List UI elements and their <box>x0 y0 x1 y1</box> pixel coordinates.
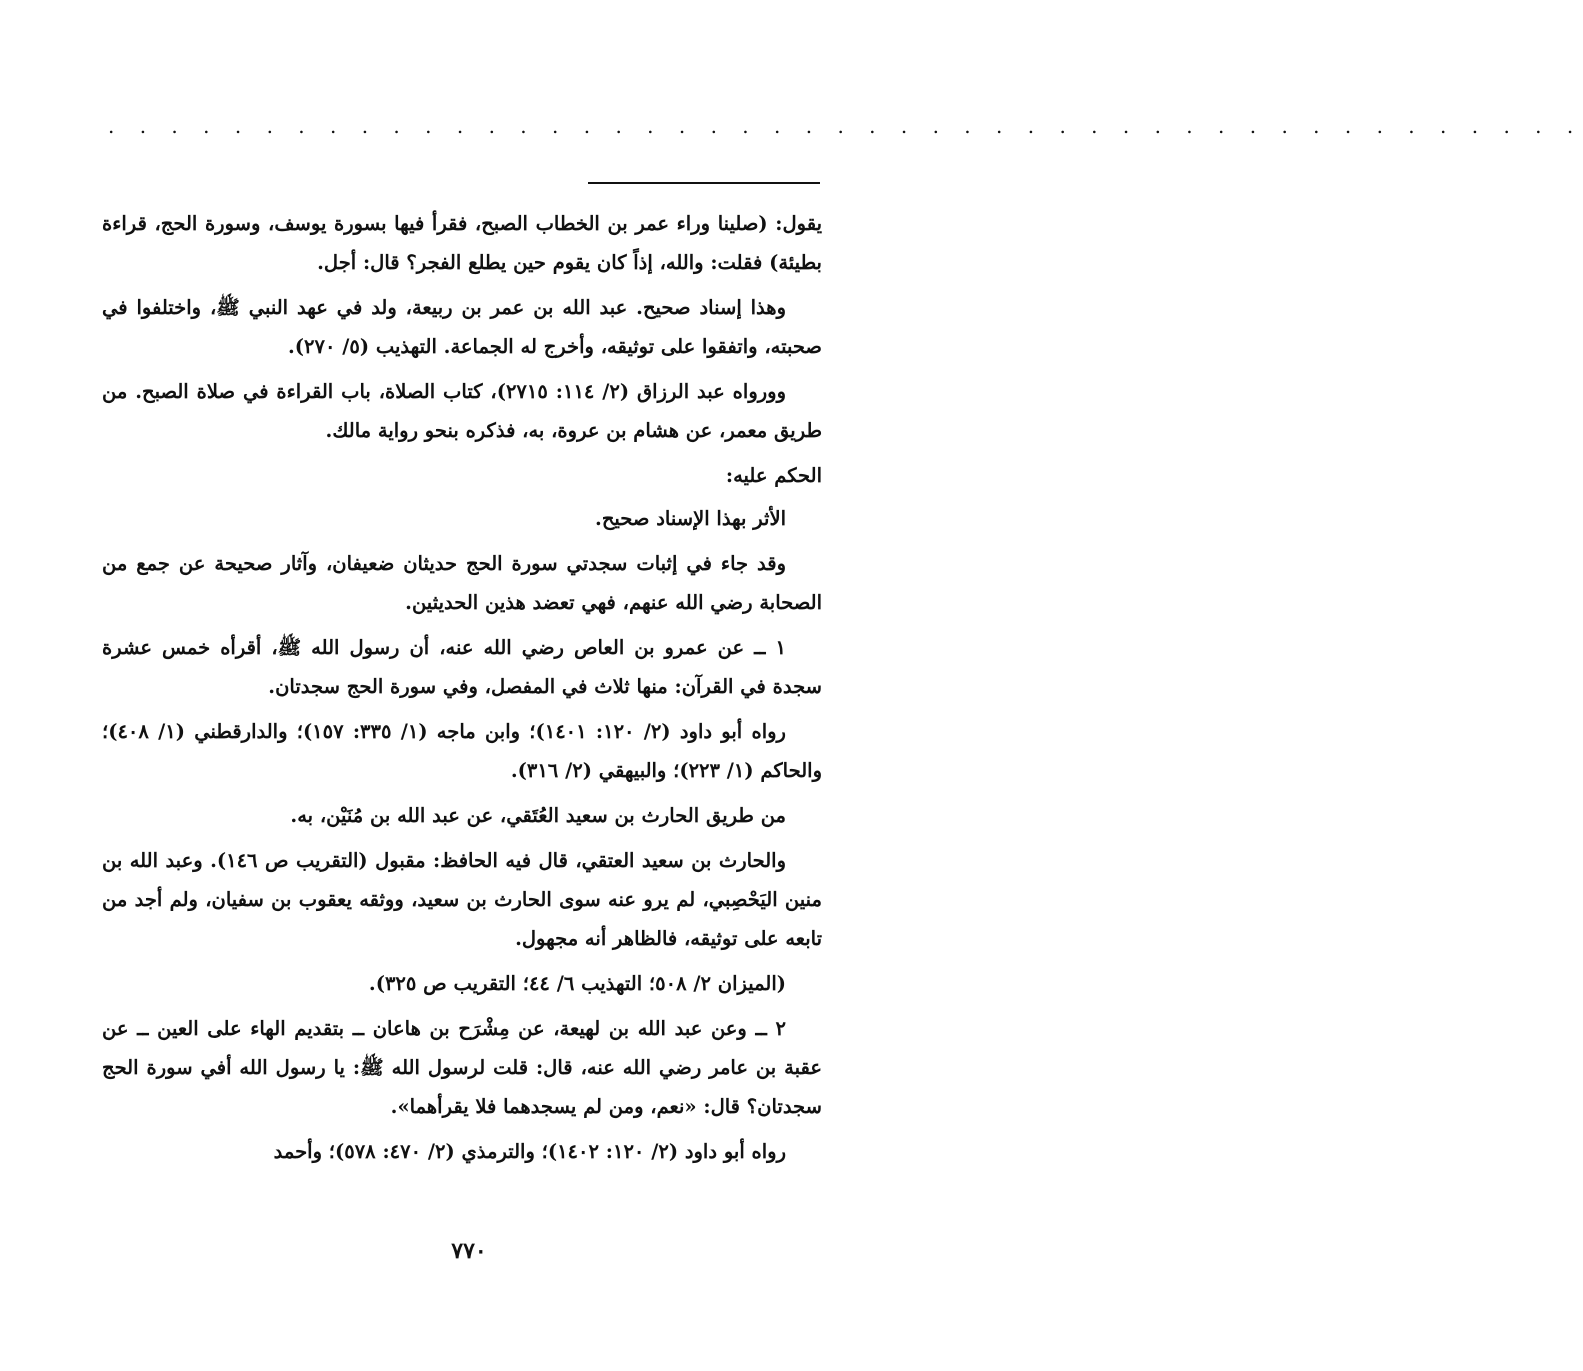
paragraph-9: من طريق الحارث بن سعيد العُتَقي، عن عبد الله بن مُنَيْن، به. <box>290 804 786 827</box>
paragraph-10: والحارث بن سعيد العتقي، قال فيه الحافظ: مقبول (التقريب ص ١٤٦). وعبد الله بن منين اليَحْصِبي، لم يرو عنه سوى الحارث بن سعيد، ووثقه يعقوب بن سفيان، ولم أجد من تابعه على توثيقه، فالظاهر أنه مجهول. <box>102 849 822 950</box>
paragraph-2: وهذا إسناد صحيح. عبد الله بن عمر بن ربيعة، ولد في عهد النبي ﷺ، واختلفوا في صحبته، واتفقوا على توثيقه، وأخرج له الجماعة. التهذيب (٥/ ٢٧٠). <box>102 296 822 358</box>
paragraph-6: وقد جاء في إثبات سجدتي سورة الحج حديثان ضعيفان، وآثار صحيحة عن جمع من الصحابة رضي الله عنهم، فهي تعضد هذين الحديثين. <box>102 552 822 614</box>
body-text <box>102 204 822 1177</box>
section-heading: الحكم عليه: <box>725 464 822 487</box>
dotted-separator: . . . . . . . . . . . . . . . . . . . . . . . . . . . . . . . . . . . . . . . . . . . . . . . <box>108 114 1583 138</box>
paragraph-13: رواه أبو داود (٢/ ١٢٠: ١٤٠٢)؛ والترمذي (٢/ ٤٧٠: ٥٧٨)؛ وأحمد <box>273 1140 786 1163</box>
paragraph-3: وورواه عبد الرزاق (٢/ ١١٤: ٢٧١٥)، كتاب الصلاة، باب القراءة في صلاة الصبح. من طريق معمر، عن هشام بن عروة، به، فذكره بنحو رواية مالك. <box>102 380 822 442</box>
footnote-rule <box>588 182 820 184</box>
page-number: ٧٧٠ <box>451 1238 487 1264</box>
paragraph-12: ٢ ــ وعن عبد الله بن لهيعة، عن مِشْرَح بن هاعان ــ بتقديم الهاء على العين ــ عن عقبة بن عامر رضي الله عنه، قال: قلت لرسول الله ﷺ: يا رسول الله أفي سورة الحج سجدتان؟ قال: «نعم، ومن لم يسجدهما فلا يقرأهما». <box>102 1017 822 1118</box>
paragraph-1: يقول: (صلينا وراء عمر بن الخطاب الصبح، فقرأ فيها بسورة يوسف، وسورة الحج، قراءة بطيئة) فقلت: والله، إذاً كان يقوم حين يطلع الفجر؟ قال: أجل. <box>102 212 822 274</box>
paragraph-8: رواه أبو داود (٢/ ١٢٠: ١٤٠١)؛ وابن ماجه (١/ ٣٣٥: ١٥٧)؛ والدارقطني (١/ ٤٠٨)؛ والحاكم (١/ ٢٢٣)؛ والبيهقي (٢/ ٣١٦). <box>102 720 822 782</box>
paragraph-7: ١ ــ عن عمرو بن العاص رضي الله عنه، أن رسول الله ﷺ، أقرأه خمس عشرة سجدة في القرآن: منها ثلاث في المفصل، وفي سورة الحج سجدتان. <box>102 636 822 698</box>
paragraph-11: (الميزان ٢/ ٥٠٨؛ التهذيب ٦/ ٤٤؛ التقريب ص ٣٢٥). <box>368 972 786 995</box>
paragraph-5: الأثر بهذا الإسناد صحيح. <box>595 507 786 530</box>
